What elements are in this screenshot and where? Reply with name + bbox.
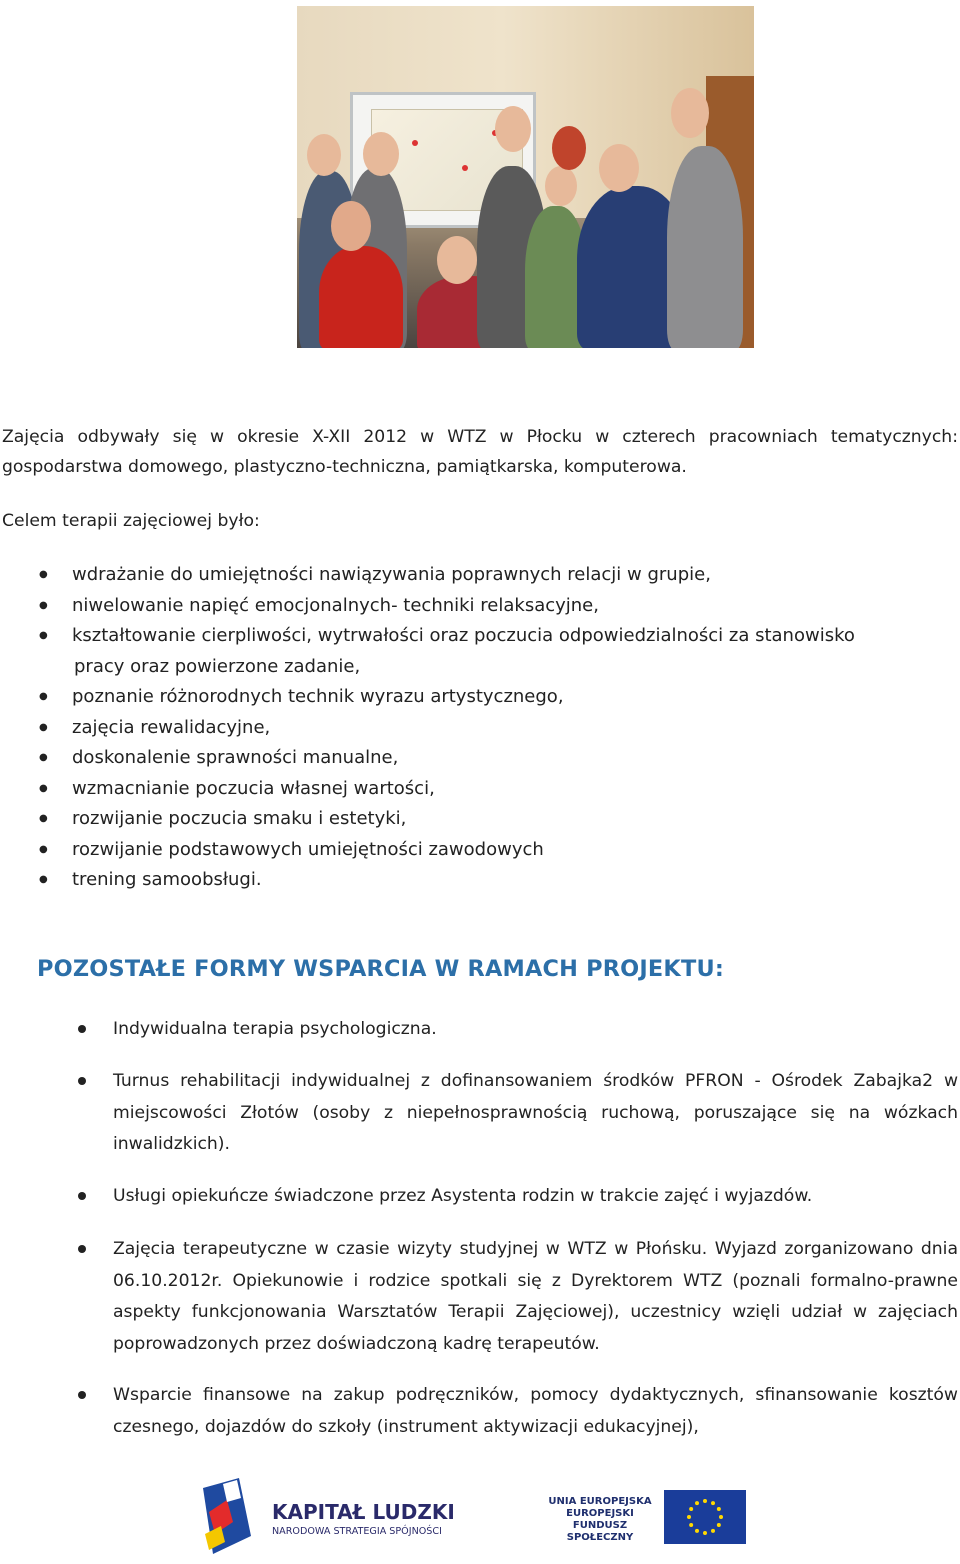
eu-star	[703, 1499, 707, 1503]
eu-flag-icon	[664, 1490, 746, 1544]
kl-title: KAPITAŁ LUDZKI	[272, 1500, 455, 1524]
eu-star	[711, 1501, 715, 1505]
list-item: ● kształtowanie cierpliwości, wytrwałości oraz poczucia odpowiedzialności za stanowisko	[0, 621, 855, 652]
eu-star	[695, 1501, 699, 1505]
eu-star	[703, 1531, 707, 1535]
eu-label: UNIA EUROPEJSKA EUROPEJSKI FUNDUSZ SPOŁECZNY	[548, 1496, 652, 1543]
list-item: ● doskonalenie sprawności manualne,	[0, 743, 855, 774]
goals-list	[0, 560, 855, 896]
bullet-icon	[78, 1192, 86, 1200]
list-item: ● rozwijanie podstawowych umiejętności zawodowych	[0, 835, 855, 866]
support-item: Turnus rehabilitacji indywidualnej z dofinansowaniem środków PFRON - Ośrodek Zabajka2 w miejscowości Złotów (osoby z niepełnosprawnością ruchową, poruszające się na wózkach inwalidzkich).	[0, 1066, 958, 1161]
eu-star	[717, 1507, 721, 1511]
support-item: Indywidualna terapia psychologiczna.	[0, 1014, 958, 1046]
section-heading: POZOSTAŁE FORMY WSPARCIA W RAMACH PROJEKTU:	[37, 956, 724, 982]
list-item: ● rozwijanie poczucia smaku i estetyki,	[0, 804, 855, 835]
support-item: Usługi opiekuńcze świadczone przez Asystenta rodzin w trakcie zajęć i wyjazdów.	[0, 1181, 958, 1213]
eu-star	[717, 1523, 721, 1527]
bullet-icon	[78, 1245, 86, 1253]
kapital-ludzki-logo-icon	[203, 1478, 251, 1554]
list-item: ● zajęcia rewalidacyjne,	[0, 713, 855, 744]
support-item: Wsparcie finansowe na zakup podręczników, pomocy dydaktycznych, sfinansowanie kosztów czesnego, dojazdów do szkoły (instrument aktywizacji edukacyjnej),	[0, 1380, 958, 1443]
eu-star	[695, 1529, 699, 1533]
group-photo	[297, 6, 754, 348]
eu-star	[689, 1507, 693, 1511]
eu-star	[687, 1515, 691, 1519]
eu-star	[719, 1515, 723, 1519]
list-item: ● trening samoobsługi.	[0, 865, 855, 896]
list-item-continuation: pracy oraz powierzone zadanie,	[74, 655, 361, 677]
list-item: ● wdrażanie do umiejętności nawiązywania poprawnych relacji w grupie,	[0, 560, 855, 591]
intro-line-1: Zajęcia odbywały się w okresie X-XII 2012 w WTZ w Płocku w czterech pracowniach tematycznych:	[2, 427, 958, 447]
intro-line-2: gospodarstwa domowego, plastyczno-techniczna, pamiątkarska, komputerowa.	[2, 457, 687, 477]
eu-star	[689, 1523, 693, 1527]
bullet-icon	[78, 1077, 86, 1085]
support-item: Zajęcia terapeutyczne w czasie wizyty studyjnej w WTZ w Płońsku. Wyjazd zorganizowano dnia 06.10.2012r. Opiekunowie i rodzice spotkali się z Dyrektorem WTZ (poznali formalno-prawne aspekty funkcjonowania Warsztatów Terapii Zajęciowej), uczestnicy wzięli udział w zajęciach poprowadzonych przez doświadczoną kadrę terapeutów.	[0, 1234, 958, 1360]
footer-logos	[0, 1470, 960, 1564]
list-item: ● poznanie różnorodnych technik wyrazu artystycznego,	[0, 682, 855, 713]
list-item: ● wzmacnianie poczucia własnej wartości,	[0, 774, 855, 805]
list-item: ● niwelowanie napięć emocjonalnych- techniki relaksacyjne,	[0, 591, 855, 622]
bullet-icon	[78, 1025, 86, 1033]
bullet-icon	[78, 1391, 86, 1399]
kl-subtitle: NARODOWA STRATEGIA SPÓJNOŚCI	[272, 1526, 442, 1537]
eu-star	[711, 1529, 715, 1533]
goals-title: Celem terapii zajęciowej było:	[2, 511, 260, 531]
